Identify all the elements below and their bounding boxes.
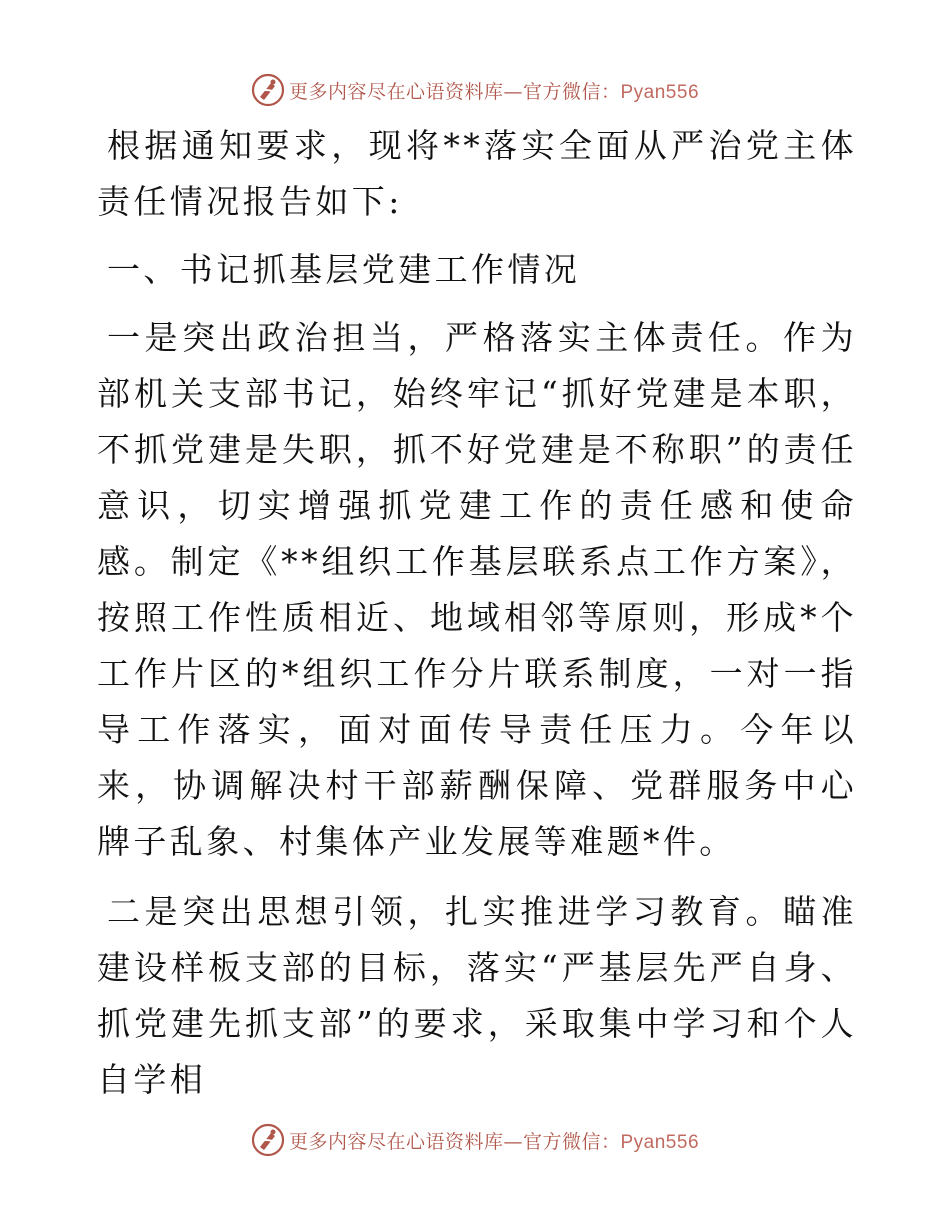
header-banner-wechat: Pyan556 bbox=[620, 81, 700, 103]
brand-logo-icon bbox=[251, 73, 285, 107]
section-heading: 一、书记抓基层党建工作情况 bbox=[107, 250, 581, 289]
paragraph-ideological-guidance: 二是突出思想引领，扎实推进学习教育。瞄准建设样板支部的目标，落实“严基层先严自身、抓党建先抓支部”的要求，采取集中学习和个人自学相 bbox=[97, 892, 857, 1099]
intro-paragraph: 根据通知要求，现将**落实全面从严治党主体责任情况报告如下: bbox=[97, 126, 857, 221]
footer-banner-wechat: Pyan556 bbox=[620, 1131, 700, 1153]
paragraph-political-responsibility: 一是突出政治担当，严格落实主体责任。作为部机关支部书记，始终牢记“抓好党建是本职，不抓党建是失职，抓不好党建是不称职”的责任意识，切实增强抓党建工作的责任感和使命感。制定《**组织工作基层联系点工作方案》，按照工作性质相近、地域相邻等原则，形成*个工作片区的*组织工作分片联系制度，一对一指导工作落实，面对面传导责任压力。今年以来，协调解决村干部薪酬保障、党群服务中心牌子乱象、村集体产业发展等难题*件。 bbox=[97, 318, 857, 861]
header-banner-text bbox=[289, 77, 699, 104]
header-banner bbox=[0, 70, 950, 110]
footer-banner-text bbox=[289, 1127, 699, 1154]
footer-banner bbox=[0, 1120, 950, 1160]
brand-logo-icon bbox=[251, 1123, 285, 1157]
footer-banner-label: 更多内容尽在心语资料库—官方微信： bbox=[288, 1130, 621, 1153]
header-banner-label: 更多内容尽在心语资料库—官方微信： bbox=[288, 80, 621, 103]
document-body bbox=[97, 118, 857, 1108]
